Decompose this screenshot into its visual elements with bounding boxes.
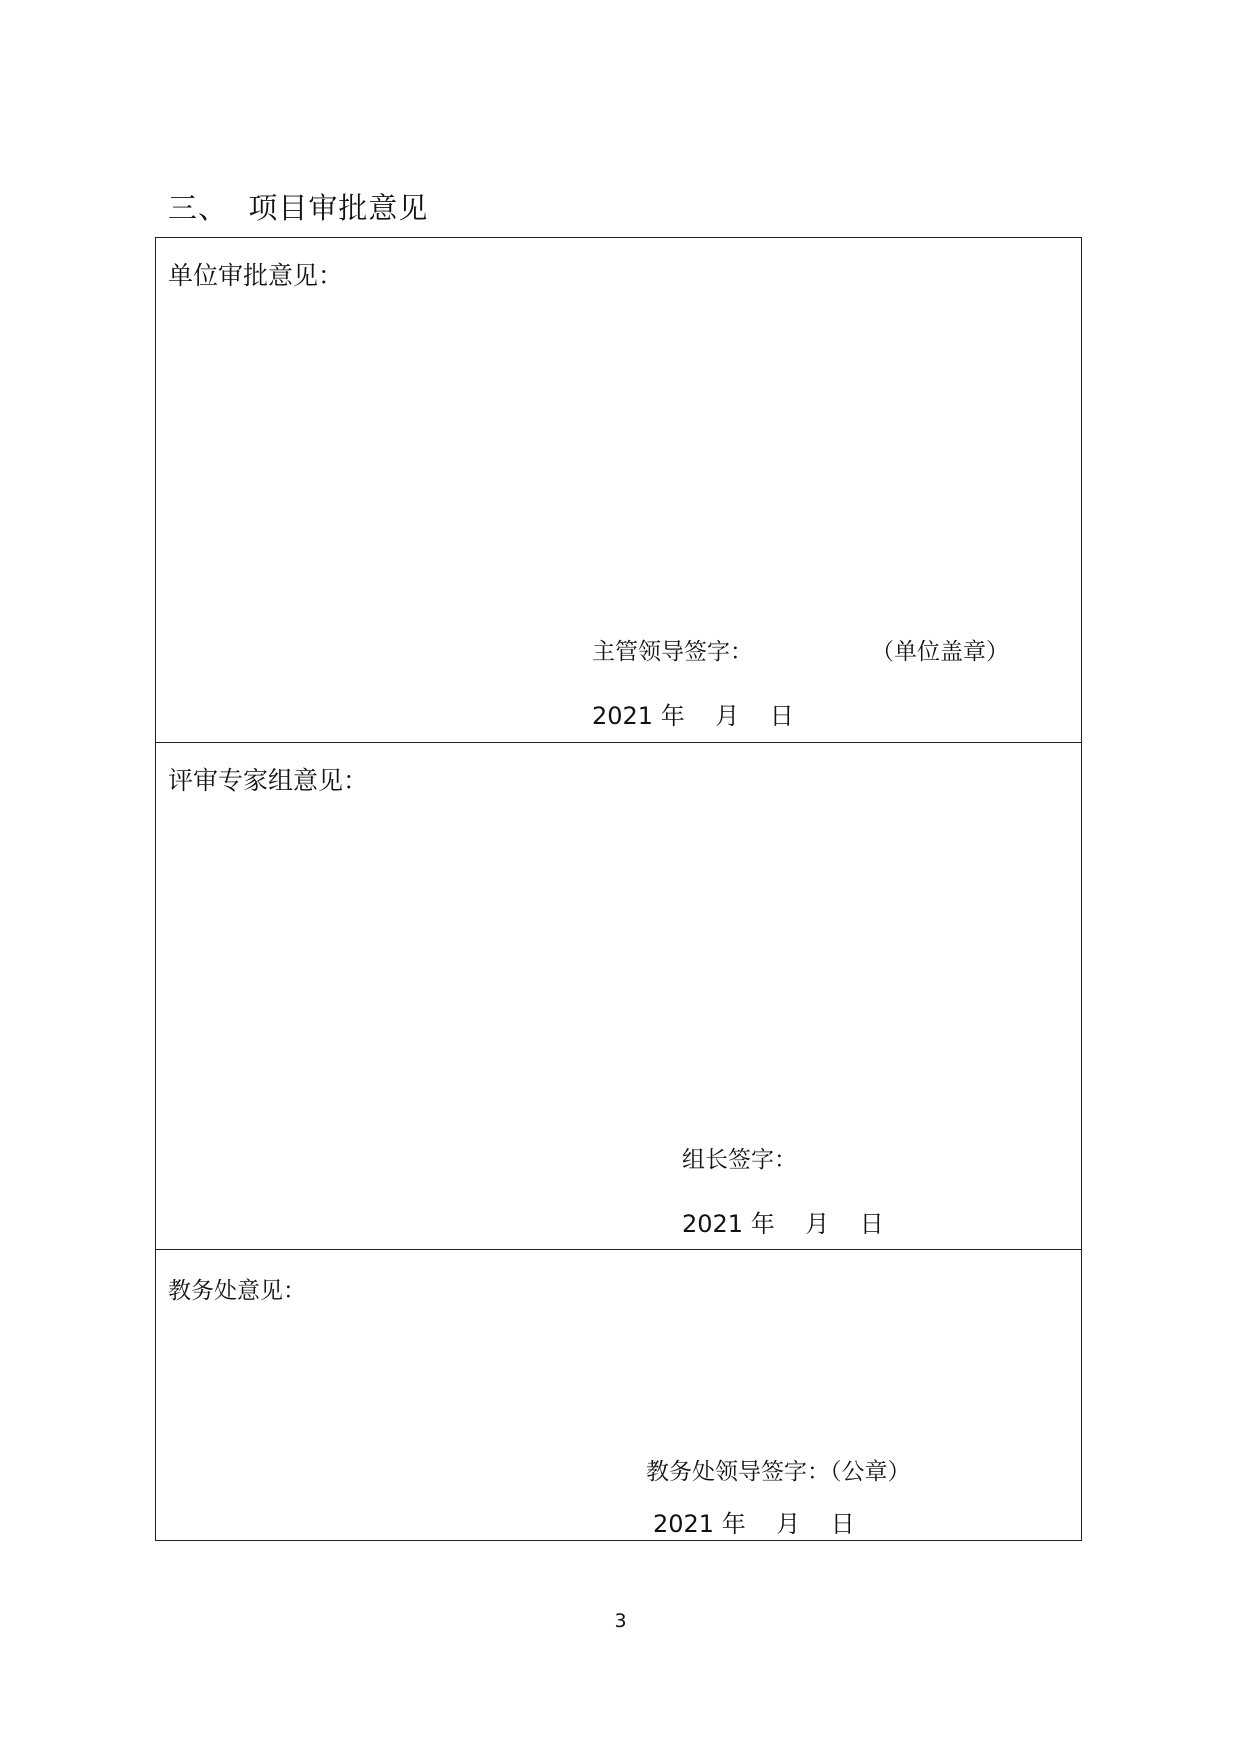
academic-office-date: 2021 年 月 日 [653, 1510, 855, 1538]
academic-office-signature-label: 教务处领导签字：（公章） [646, 1459, 911, 1485]
academic-office-label: 教务处意见： [168, 1278, 306, 1304]
unit-leader-signature-label: 主管领导签字： [592, 639, 753, 665]
unit-stamp-label: （单位盖章） [871, 639, 1009, 665]
page-number: 3 [614, 1610, 627, 1632]
expert-leader-signature-label: 组长签字： [682, 1147, 797, 1173]
academic-office-block [156, 1250, 1081, 1540]
unit-approval-label: 单位审批意见： [168, 261, 344, 290]
unit-approval-block [156, 238, 1081, 743]
expert-opinion-label: 评审专家组意见： [168, 766, 369, 795]
expert-opinion-date: 2021 年 月 日 [682, 1210, 884, 1238]
section-title: 三、 项目审批意见 [168, 191, 429, 225]
expert-opinion-block [156, 743, 1081, 1250]
unit-approval-date: 2021 年 月 日 [592, 702, 794, 730]
approval-table [155, 237, 1082, 1541]
